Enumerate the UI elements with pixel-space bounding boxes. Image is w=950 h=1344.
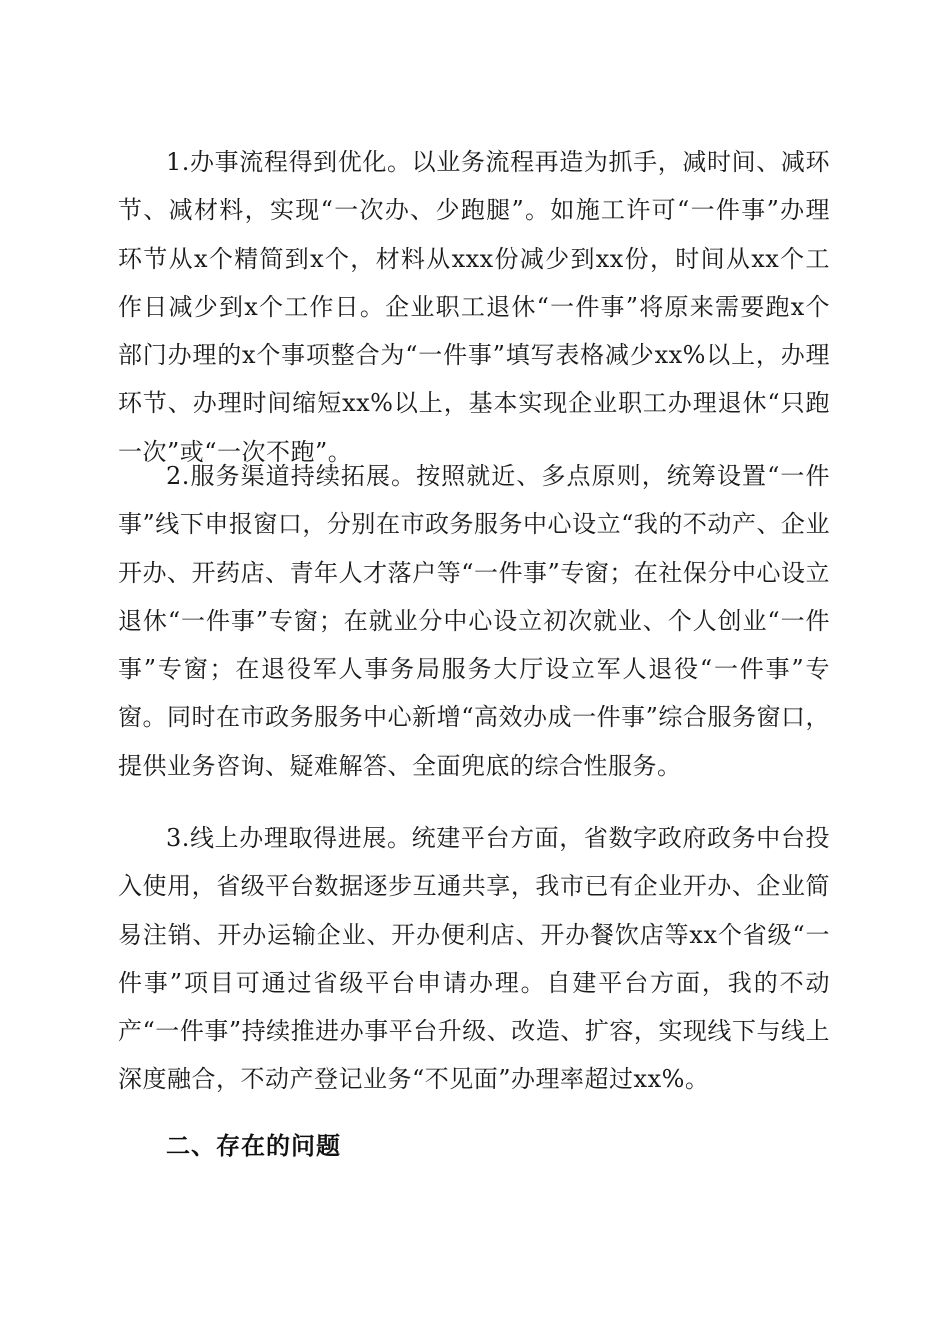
- paragraph-process-optimization: 1.办事流程得到优化。以业务流程再造为抓手，减时间、减环节、减材料，实现“一次办、少跑腿”。如施工许可“一件事”办理环节从x个精简到x个，材料从xxx份减少到xx份，时间从xx个工作日减少到x个工作日。企业职工退休“一件事”将原来需要跑x个部门办理的x个事项整合为“一件事”填写表格减少xx%以上，办理环节、办理时间缩短xx%以上，基本实现企业职工办理退休“只跑一次”或“一次不跑”。: [118, 148, 830, 466]
- paragraph-service-channels: 2.服务渠道持续拓展。按照就近、多点原则，统筹设置“一件事”线下申报窗口，分别在市政务服务中心设立“我的不动产、企业开办、开药店、青年人才落户等“一件事”专窗；在社保分中心设立退休“一件事”专窗；在就业分中心设立初次就业、个人创业“一件事”专窗；在退役军人事务局服务大厅设立军人退役“一件事”专窗。同时在市政务服务中心新增“高效办成一件事”综合服务窗口，提供业务咨询、疑难解答、全面兜底的综合性服务。: [118, 462, 830, 780]
- paragraph-online-processing: 3.线上办理取得进展。统建平台方面，省数字政府政务中台投入使用，省级平台数据逐步互通共享，我市已有企业开办、企业简易注销、开办运输企业、开办便利店、开办餐饮店等xx个省级“一件事”项目可通过省级平台申请办理。自建平台方面，我的不动产“一件事”持续推进办事平台升级、改造、扩容，实现线下与线上深度融合，不动产登记业务“不见面”办理率超过xx%。: [118, 824, 830, 1094]
- section-heading-existing-problems: 二、存在的问题: [166, 1132, 341, 1160]
